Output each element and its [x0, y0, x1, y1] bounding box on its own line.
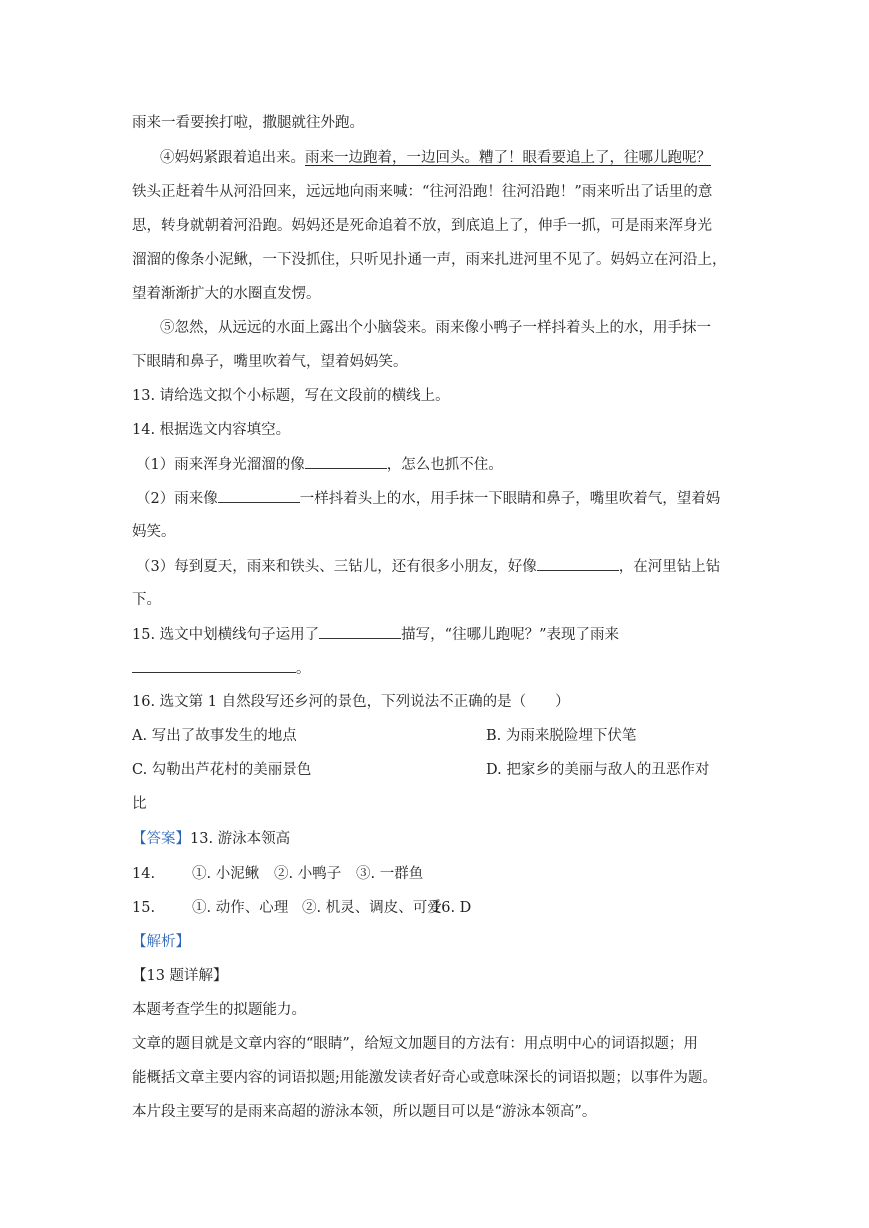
answer-15-16: 15. ①. 动作、心理 ②. 机灵、调皮、可爱16. D [132, 900, 472, 916]
analysis-line: 能概括文章主要内容的词语拟题;用能激发读者好奇心或意味深长的词语拟题；以事件为题。 [132, 1070, 717, 1086]
analysis-line: 文章的题目就是文章内容的“眼睛”，给短文加题目的方法有：用点明中心的词语拟题；用 [132, 1036, 698, 1052]
question-14-2-cont: 妈笑。 [132, 524, 176, 540]
option-a: A. 写出了故事发生的地点 [132, 728, 297, 744]
question-15: 15. 选文中划横线句子运用了 描写，“往哪儿跑呢？”表现了雨来 [132, 624, 742, 645]
question-16: 16. 选文第 1 自然段写还乡河的景色，下列说法不正确的是（ ） [132, 694, 570, 710]
answer-blank[interactable] [305, 454, 387, 469]
passage-line: 思，转身就朝着河沿跑。妈妈还是死命追着不放，到底追上了，伸手一抓，可是雨来浑身光 [132, 218, 712, 234]
passage-line: 溜溜的像条小泥鳅，一下没抓住，只听见扑通一声，雨来扎进河里不见了。妈妈立在河沿上， [132, 252, 727, 268]
answer-14: 14. ①. 小泥鳅 ②. 小鸭子 ③. 一群鱼 [132, 866, 424, 882]
question-15-cont: 。 [132, 658, 742, 679]
question-14: 14. 根据选文内容填空。 [132, 422, 291, 438]
answer-blank[interactable] [537, 556, 619, 571]
question-14-3: （3）每到夏天，雨来和铁头、三钻儿，还有很多小朋友，好像 ，在河里钻上钻 [136, 556, 746, 577]
question-14-1: （1）雨来浑身光溜溜的像 ，怎么也抓不住。 [136, 454, 746, 475]
underlined-sentence: 雨来一边跑着，一边回头。糟了！眼看要追上了，往哪儿跑呢？ [305, 150, 711, 166]
option-c: C. 勾勒出芦花村的美丽景色 [132, 762, 312, 778]
option-d: D. 把家乡的美丽与敌人的丑恶作对 [486, 762, 710, 778]
option-b: B. 为雨来脱险埋下伏笔 [486, 728, 637, 744]
analysis-line: 本题考查学生的拟题能力。 [132, 1002, 306, 1018]
option-d-cont: 比 [132, 796, 147, 812]
passage-line: 下眼睛和鼻子，嘴里吹着气，望着妈妈笑。 [132, 354, 408, 370]
passage-line: ⑤忽然，从远远的水面上露出个小脑袋来。雨来像小鸭子一样抖着头上的水，用手抹一 [160, 320, 711, 336]
passage-line: 雨来一看要挨打啦，撒腿就往外跑。 [132, 115, 364, 131]
answer-13: 【答案】13. 游泳本领高 [132, 831, 291, 847]
passage-line: 望着渐渐扩大的水圈直发愣。 [132, 286, 321, 302]
passage-paragraph-4 [160, 148, 742, 168]
answer-blank[interactable] [319, 624, 401, 639]
analysis-heading: 【13 题详解】 [132, 968, 228, 984]
question-14-3-cont: 下。 [132, 592, 161, 608]
answer-tag: 【答案】 [132, 831, 190, 847]
answer-blank[interactable] [132, 658, 296, 673]
analysis-line: 本片段主要写的是雨来高超的游泳本领，所以题目可以是“游泳本领高”。 [132, 1104, 597, 1120]
question-14-2: （2）雨来像 一样抖着头上的水，用手抹一下眼睛和鼻子，嘴里吹着气，望着妈 [136, 488, 746, 509]
question-13: 13. 请给选文拟个小标题，写在文段前的横线上。 [132, 388, 450, 404]
analysis-tag: 【解析】 [132, 934, 190, 950]
answer-blank[interactable] [218, 488, 300, 503]
passage-text: ④妈妈紧跟着追出来。 [160, 150, 305, 166]
passage-line: 铁头正赶着牛从河沿回来，远远地向雨来喊：“往河沿跑！往河沿跑！”雨来听出了话里的意 [132, 184, 713, 200]
